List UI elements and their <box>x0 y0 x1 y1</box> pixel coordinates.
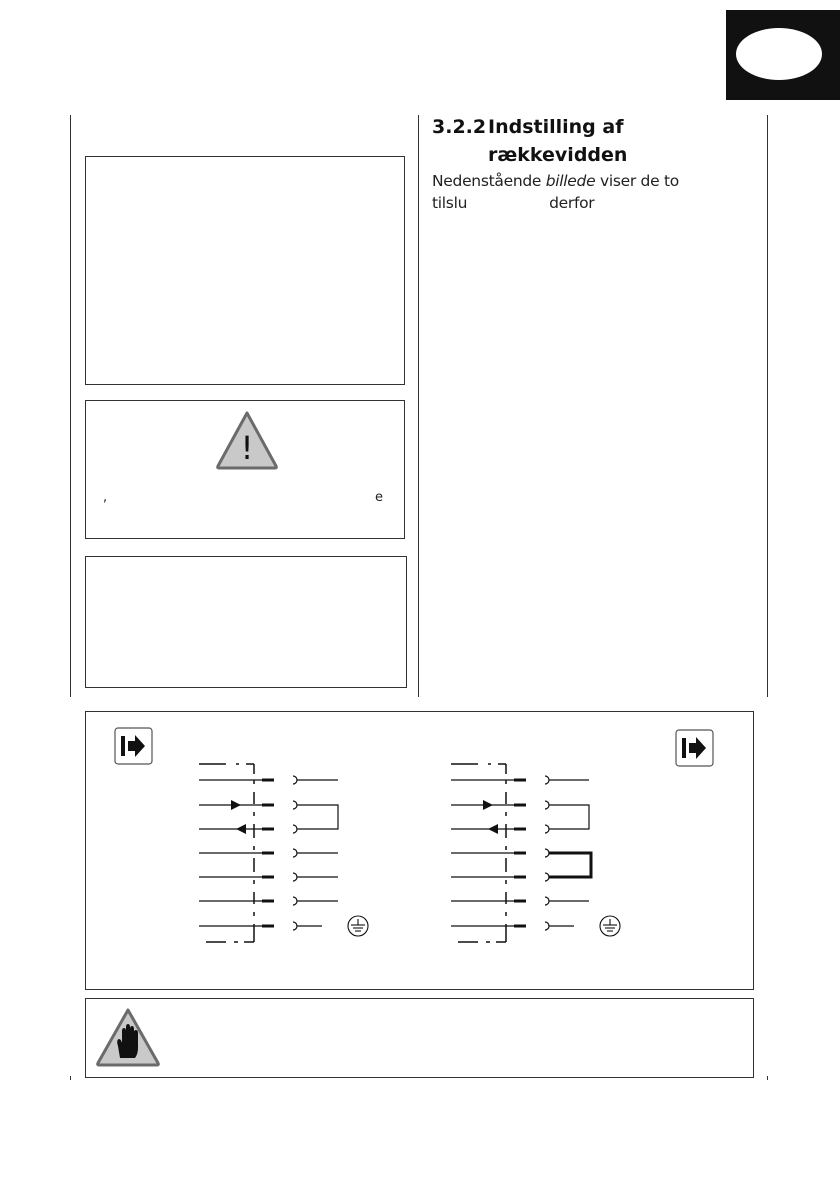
earth-ground-icon-right <box>600 916 620 936</box>
arrow-into-bar-icon-left <box>115 728 152 764</box>
earth-ground-icon-left <box>348 916 368 936</box>
warning-triangle-icon <box>214 409 280 471</box>
arrow-left-marker-right <box>488 824 498 834</box>
arrow-into-bar-icon-right <box>676 730 713 766</box>
paragraph-line1-italic: billede <box>545 172 596 190</box>
paragraph-line2-b: derfor <box>549 194 595 212</box>
section-number: 3.2.2 <box>432 116 487 138</box>
warning-symbol: ! <box>240 429 254 467</box>
section-title-line1: Indstilling af <box>488 116 624 138</box>
stop-hand-icon <box>94 1006 162 1068</box>
note-box-top <box>85 156 405 385</box>
right-margin-rule-bottom <box>767 1076 768 1080</box>
arrow-right-marker-left <box>231 800 241 810</box>
section-title-line2: rækkevidden <box>488 144 628 166</box>
paragraph-line1-end: viser de to <box>595 172 679 190</box>
paragraph-line2-a: tilslu <box>432 194 468 212</box>
stop-box <box>85 998 754 1078</box>
column-divider-rule <box>418 115 419 697</box>
connector-right <box>451 764 591 942</box>
warning-box <box>85 400 405 539</box>
note-box-bottom <box>85 556 407 688</box>
arrow-left-marker-left <box>236 824 246 834</box>
paragraph-line1-start: Nedenstående <box>432 172 546 190</box>
language-tab <box>726 10 840 100</box>
warning-text-fragment-left: , <box>103 490 108 505</box>
left-margin-rule-bottom <box>70 1076 71 1080</box>
section-heading <box>432 113 627 169</box>
left-margin-rule <box>70 115 71 697</box>
arrow-right-marker-right <box>483 800 493 810</box>
language-oval-icon <box>736 28 822 80</box>
body-paragraph <box>432 170 732 214</box>
warning-text-fragment-right: e <box>375 490 383 505</box>
wiring-diagram-box <box>85 711 754 990</box>
right-margin-rule <box>767 115 768 697</box>
wiring-diagram <box>86 712 753 989</box>
connector-left <box>199 764 338 942</box>
